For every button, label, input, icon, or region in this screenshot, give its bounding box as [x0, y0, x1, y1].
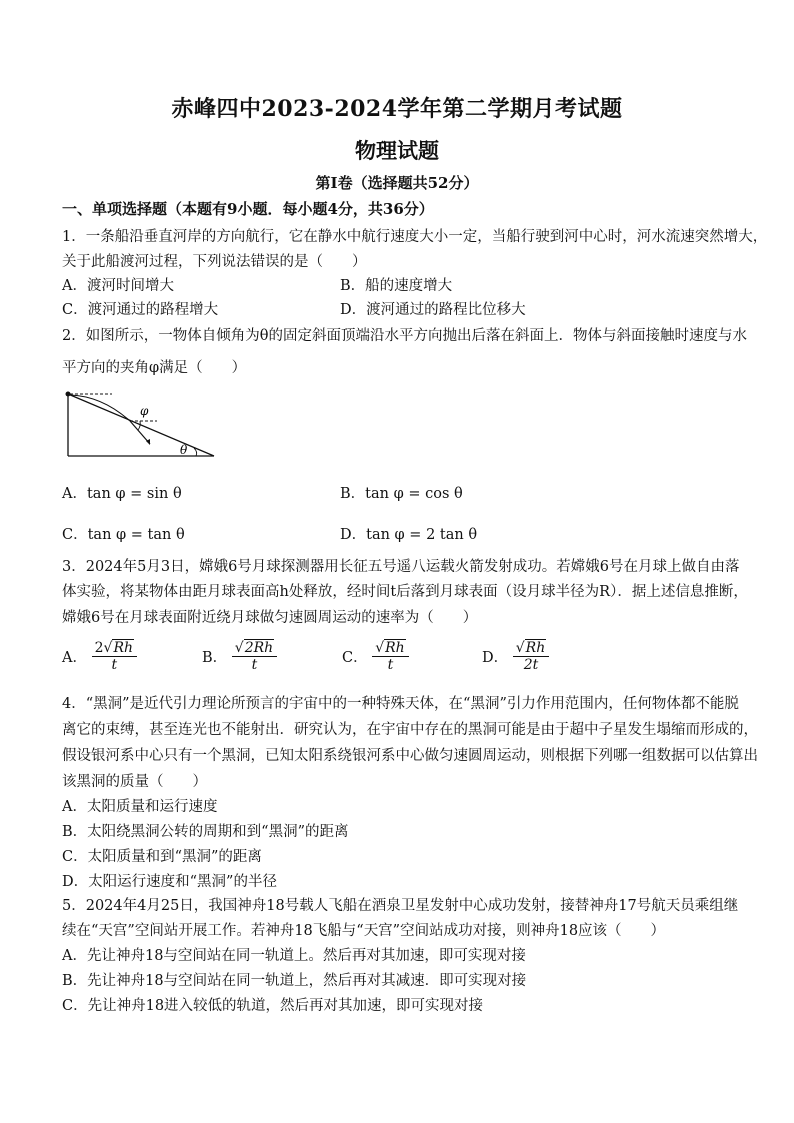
exam-title: 赤峰四中2023-2024学年第二学期月考试题 [171, 96, 623, 122]
q4-stem-line1: 4．“黑洞”是近代引力理论所预言的宇宙中的一种特殊天体，在“黑洞”引力作用范围内，任何物体都不能脱 [62, 696, 739, 712]
q2-stem-line2: 平方向的夹角φ满足（ ） [62, 360, 247, 376]
q4-stem-line3: 假设银河系中心只有一个黑洞，已知太阳系绕银河系中心做匀速圆周运动，则根据下列哪一组数据可以估算出 [62, 748, 758, 764]
q5-stem-line1: 5．2024年4月25日，我国神舟18号载人飞船在酒泉卫星发射中心成功发射，接替神舟17号航天员乘组继 [62, 898, 739, 914]
q1-stem-line1: 1．一条船沿垂直河岸的方向航行，它在静水中航行速度大小一定，当船行驶到河中心时，河水流速突然增大， [62, 229, 768, 245]
q5-option-c: C．先让神舟18进入较低的轨道，然后再对其加速，即可实现对接 [62, 998, 484, 1014]
incline-figure [62, 388, 222, 460]
q3-option-a: A． $\frac{2√Rh}{t}$ [62, 640, 137, 673]
section-heading: 一、单项选择题（本题有9小题．每小题4分，共36分） [62, 200, 434, 218]
q4-option-a: A．太阳质量和运行速度 [62, 799, 218, 815]
q3-stem-line3: 嫦娥6号在月球表面附近绕月球做匀速圆周运动的速率为（ ） [62, 610, 478, 626]
q2-option-b: B．tan φ = cos θ [340, 486, 463, 502]
q5-option-b: B．先让神舟18与空间站在同一轨道上，然后再对其减速．即可实现对接 [62, 973, 527, 989]
theta-label: θ [180, 443, 188, 457]
q4-stem-line4: 该黑洞的质量（ ） [62, 774, 207, 790]
q2-stem-line1: 2．如图所示，一物体自倾角为θ的固定斜面顶端沿水平方向抛出后落在斜面上．物体与斜面接触时速度与水 [62, 328, 747, 344]
q3-option-b: B． $\frac{√2Rh}{t}$ [202, 640, 277, 673]
q4-option-b: B．太阳绕黑洞公转的周期和到“黑洞”的距离 [62, 824, 349, 840]
q5-option-a: A．先让神舟18与空间站在同一轨道上。然后再对其加速，即可实现对接 [62, 948, 526, 964]
phi-arc [138, 421, 140, 430]
q1-option-a: A．渡河时间增大 [62, 278, 174, 294]
q3-option-c: C． $\frac{√Rh}{t}$ [342, 640, 409, 673]
q3-stem-line1: 3．2024年5月3日，嫦娥6号月球探测器用长征五号遥八运载火箭发射成功。若嫦娥6号在月球上做自由落 [62, 559, 740, 575]
q2-option-c: C．tan φ = tan θ [62, 527, 185, 543]
subject-title: 物理试题 [355, 138, 439, 163]
phi-label: φ [140, 404, 149, 418]
q4-stem-line2: 离它的束缚，甚至连光也不能射出．研究认为，在宇宙中存在的黑洞可能是由于超中子星发生塌缩而形成的， [62, 722, 758, 738]
part-title: 第Ⅰ卷（选择题共52分） [315, 174, 479, 192]
q4-option-d: D．太阳运行速度和“黑洞”的半径 [62, 874, 277, 890]
q2-option-a: A．tan φ = sin θ [62, 486, 182, 502]
theta-arc [194, 448, 197, 456]
q3-stem-line2: 体实验，将某物体由距月球表面高h处释放，经时间t后落到月球表面（设月球半径为R）．据上述信息推断， [62, 584, 748, 600]
q4-option-c: C．太阳质量和到“黑洞”的距离 [62, 849, 262, 865]
q1-option-d: D．渡河通过的路程比位移大 [340, 302, 526, 318]
q1-stem-line2: 关于此船渡河过程，下列说法错误的是（ ） [62, 254, 367, 270]
q2-option-d: D．tan φ = 2 tan θ [340, 527, 478, 543]
launch-point [66, 392, 71, 397]
q3-option-d: D． $\frac{√Rh}{2t}$ [482, 640, 549, 673]
q1-option-c: C．渡河通过的路程增大 [62, 302, 219, 318]
q1-option-b: B．船的速度增大 [340, 278, 453, 294]
q5-stem-line2: 续在“天宫”空间站开展工作。若神舟18飞船与“天宫”空间站成功对接，则神舟18应该（ ） [62, 923, 666, 939]
